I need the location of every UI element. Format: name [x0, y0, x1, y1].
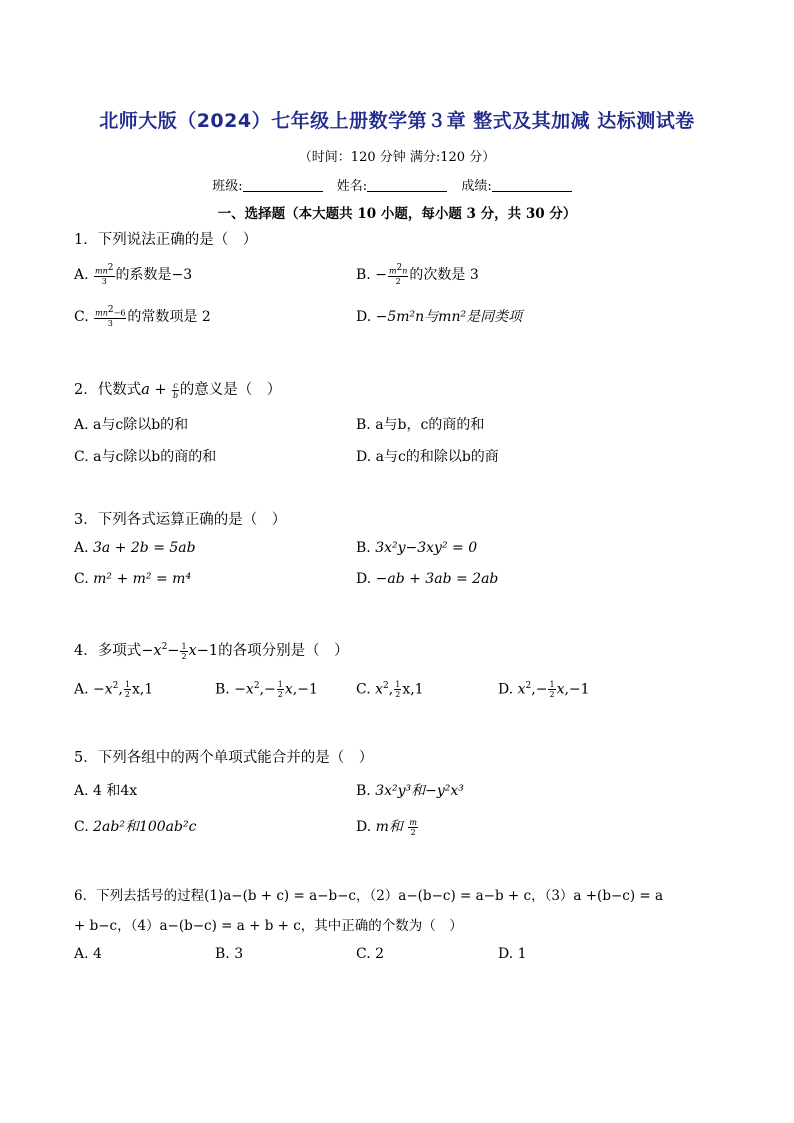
- question-3-option-d: D. −ab + 3ab = 2ab: [356, 571, 499, 587]
- question-3-option-a: A. 3a + 2b = 5ab: [74, 540, 196, 556]
- question-4-option-a: A. $-x^2$, $\frac{1}{2}$ x,1: [74, 680, 154, 699]
- question-6-option-a: A. 4: [74, 946, 102, 962]
- question-6-option-d: D. 1: [498, 946, 527, 962]
- question-6-option-b: B. 3: [215, 946, 244, 962]
- question-1-option-c: C. $\frac{mn^2-6}{3}$ 的常数项是 2: [74, 305, 211, 328]
- question-4-option-b: B. $-x^2,-$ $\frac{1}{2}$ x,−1: [215, 680, 318, 699]
- question-1-option-b: B. − $\frac{m^2n}{2}$ 的次数是 3: [356, 263, 479, 286]
- name-label: 姓名:: [336, 179, 368, 194]
- question-3-option-c: C. m² + m² = m⁴: [74, 571, 192, 587]
- student-info-row: [0, 175, 794, 194]
- question-3-stem: 3．下列各式运算正确的是（ ）: [74, 512, 287, 528]
- question-1-option-d: D. −5m²n与mn²是同类项: [356, 309, 523, 325]
- score-blank: [492, 178, 572, 192]
- question-4-option-d: D. $x^2,-$ $\frac{1}{2}$ x,−1: [498, 680, 590, 699]
- exam-subtitle: （时间：120 分钟 满分:120 分）: [298, 150, 496, 165]
- class-label: 班级:: [212, 179, 243, 194]
- name-blank: [367, 178, 447, 192]
- class-blank: [243, 178, 323, 192]
- question-6-stem-line-2: + b−c，（4）a−(b−c) = a + b + c，其中正确的个数为（ ）: [74, 918, 463, 934]
- question-2-option-c: C. a与c除以b的商的和: [74, 449, 217, 465]
- question-4-stem: 4．多项式$-x^2-$ $\frac{1}{2}$ x−1的各项分别是（ ）: [74, 641, 349, 661]
- question-2-stem: 2．代数式a + $\frac{c}{b}$ 的意义是（ ）: [74, 380, 282, 400]
- page-title: 北师大版（2024）七年级上册数学第３章 整式及其加减 达标测试卷: [99, 110, 695, 132]
- question-5-option-b: B. 3x²y³和−y²x³: [356, 783, 464, 799]
- question-6-option-c: C. 2: [356, 946, 385, 962]
- score-label: 成绩:: [461, 179, 492, 194]
- question-5-option-a: A. 4 和4x: [74, 783, 138, 799]
- question-6-stem-line-1: 6．下列去括号的过程(1)a−(b + c) = a−b−c，（2）a−(b−c) = a−b + c，（3）a +(b−c) = a: [74, 888, 664, 904]
- question-2-option-b: B. a与b，c的商的和: [356, 417, 485, 433]
- section-heading: 一、选择题（本大题共 10 小题，每小题 3 分，共 30 分）: [217, 206, 577, 222]
- question-4-option-c: C. $x^2$, $\frac{1}{2}$ x,1: [356, 680, 424, 699]
- question-2-option-a: A. a与c除以b的和: [74, 417, 189, 433]
- question-1-option-a: A. $\frac{mn^2}{3}$ 的系数是−3: [74, 263, 193, 286]
- question-1-stem: 1．下列说法正确的是（ ）: [74, 232, 258, 248]
- question-5-option-c: C. 2ab²和100ab²c: [74, 819, 197, 835]
- question-3-option-b: B. 3x²y−3xy² = 0: [356, 540, 478, 556]
- question-5-option-d: D. m和 $\frac{m}{2}$: [356, 817, 417, 837]
- question-2-option-d: D. a与c的和除以b的商: [356, 449, 499, 465]
- question-5-stem: 5．下列各组中的两个单项式能合并的是（ ）: [74, 750, 374, 766]
